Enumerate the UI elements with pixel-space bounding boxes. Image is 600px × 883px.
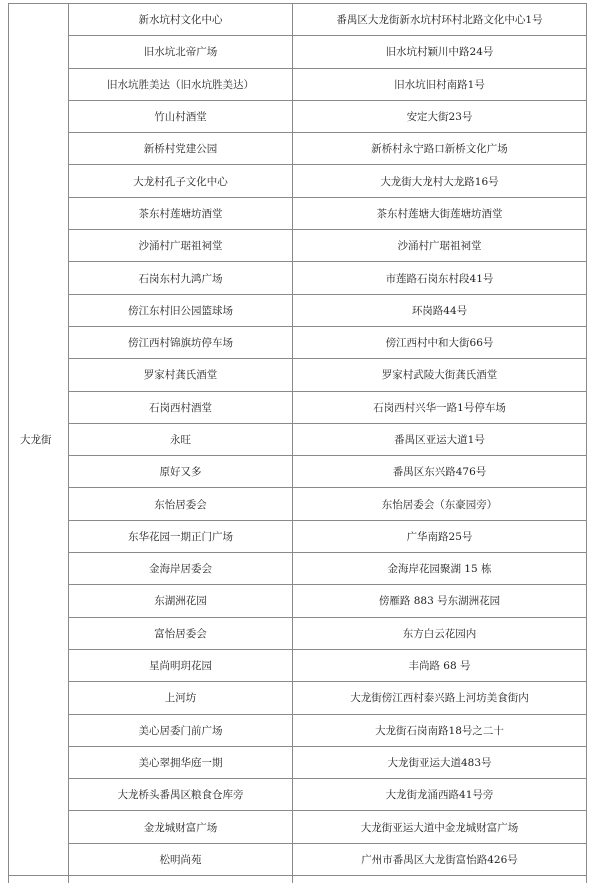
location-name-cell: 东湖洲花园 bbox=[69, 585, 293, 617]
location-name-cell: 旧水坑胜美达（旧水坑胜美达） bbox=[69, 68, 293, 100]
table-row bbox=[9, 682, 587, 714]
table-row bbox=[9, 585, 587, 617]
location-name-cell: 石岗东村九鸿广场 bbox=[69, 262, 293, 294]
location-address-cell: 大龙街石岗南路18号之二十 bbox=[293, 714, 587, 746]
table-row bbox=[9, 100, 587, 132]
table-row bbox=[9, 36, 587, 68]
table-row bbox=[9, 391, 587, 423]
table-row bbox=[9, 617, 587, 649]
location-address-cell: 大龙街龙涌西路41号旁 bbox=[293, 779, 587, 811]
location-address-cell: 石岗西村兴华一路1号停车场 bbox=[293, 391, 587, 423]
table-row bbox=[9, 520, 587, 552]
location-address-cell: 大龙街亚运大道483号 bbox=[293, 746, 587, 778]
table-row bbox=[9, 714, 587, 746]
location-address-cell: 茶东村莲塘大街莲塘坊酒堂 bbox=[293, 197, 587, 229]
table-row bbox=[9, 488, 587, 520]
location-name-cell: 上河坊 bbox=[69, 682, 293, 714]
location-address-cell: 安定大街23号 bbox=[293, 100, 587, 132]
location-address-cell: 广华南路25号 bbox=[293, 520, 587, 552]
location-name-cell: 罗家村龚氏酒堂 bbox=[69, 359, 293, 391]
location-name-cell: 大龙桥头番禺区粮食仓库旁 bbox=[69, 779, 293, 811]
location-address-cell: 旧水坑村颖川中路24号 bbox=[293, 36, 587, 68]
location-name-cell: 星尚明玥花园 bbox=[69, 649, 293, 681]
table-row bbox=[9, 326, 587, 358]
location-address-cell: 丰尚路 68 号 bbox=[293, 649, 587, 681]
location-name-cell: 新桥村党建公园 bbox=[69, 133, 293, 165]
location-name-cell: 沙涌村广琚祖祠堂 bbox=[69, 230, 293, 262]
location-address-cell: 东方白云花园内 bbox=[293, 617, 587, 649]
table-row bbox=[9, 649, 587, 681]
location-name-cell: 竹山村酒堂 bbox=[69, 100, 293, 132]
location-address-cell: 市莲路石岗东村段41号 bbox=[293, 262, 587, 294]
table-row bbox=[9, 4, 587, 36]
location-address-cell: 大龙街亚运大道中金龙城财富广场 bbox=[293, 811, 587, 843]
location-name-cell: 石岗西村酒堂 bbox=[69, 391, 293, 423]
location-address-cell: 番禺区亚运大道1号 bbox=[293, 423, 587, 455]
location-address-cell: 金海岸花园聚湖 15 栋 bbox=[293, 553, 587, 585]
location-name-cell: 永旺 bbox=[69, 423, 293, 455]
table-row bbox=[9, 262, 587, 294]
location-address-cell: 新桥村永宁路口新桥文化广场 bbox=[293, 133, 587, 165]
table-row bbox=[9, 294, 587, 326]
location-name-cell: 富怡居委会 bbox=[69, 617, 293, 649]
location-name-cell: 美心居委门前广场 bbox=[69, 714, 293, 746]
table-row bbox=[9, 843, 587, 875]
table-row bbox=[9, 197, 587, 229]
location-name-cell: 旧水坑北帝广场 bbox=[69, 36, 293, 68]
table-row bbox=[9, 746, 587, 778]
table-row bbox=[9, 133, 587, 165]
location-table bbox=[8, 3, 587, 876]
table-row bbox=[9, 423, 587, 455]
location-address-cell: 番禺区大龙街新水坑村环村北路文化中心1号 bbox=[293, 4, 587, 36]
location-name-cell: 茶东村莲塘坊酒堂 bbox=[69, 197, 293, 229]
location-name-cell: 金海岸居委会 bbox=[69, 553, 293, 585]
location-address-cell: 大龙街大龙村大龙路16号 bbox=[293, 165, 587, 197]
location-name-cell: 金龙城财富广场 bbox=[69, 811, 293, 843]
location-address-cell: 广州市番禺区大龙街富怡路426号 bbox=[293, 843, 587, 875]
location-address-cell: 旧水坑旧村南路1号 bbox=[293, 68, 587, 100]
location-name-cell: 大龙村孔子文化中心 bbox=[69, 165, 293, 197]
table-row bbox=[9, 68, 587, 100]
district-cell: 大龙街 bbox=[9, 4, 69, 876]
location-name-cell: 新水坑村文化中心 bbox=[69, 4, 293, 36]
location-address-cell: 傍江西村中和大街66号 bbox=[293, 326, 587, 358]
location-name-cell: 傍江西村锦旗坊停车场 bbox=[69, 326, 293, 358]
location-name-cell: 原好又多 bbox=[69, 456, 293, 488]
table-row bbox=[9, 230, 587, 262]
location-name-cell: 东华花园一期正门广场 bbox=[69, 520, 293, 552]
table-row bbox=[9, 811, 587, 843]
table-border bbox=[292, 874, 293, 883]
table-row bbox=[9, 456, 587, 488]
table-border bbox=[586, 874, 587, 883]
location-address-cell: 环岗路44号 bbox=[293, 294, 587, 326]
location-name-cell: 美心翠拥华庭一期 bbox=[69, 746, 293, 778]
location-address-cell: 沙涌村广琚祖祠堂 bbox=[293, 230, 587, 262]
table-row bbox=[9, 359, 587, 391]
table-border bbox=[68, 874, 69, 883]
table-row bbox=[9, 553, 587, 585]
location-address-cell: 大龙街傍江西村泰兴路上河坊美食街内 bbox=[293, 682, 587, 714]
location-address-cell: 罗家村武陵大街龚氏酒堂 bbox=[293, 359, 587, 391]
location-address-cell: 东怡居委会（东豪园旁） bbox=[293, 488, 587, 520]
location-name-cell: 松明尚苑 bbox=[69, 843, 293, 875]
table-row bbox=[9, 165, 587, 197]
location-name-cell: 傍江东村旧公园篮球场 bbox=[69, 294, 293, 326]
location-address-cell: 傍雁路 883 号东湖洲花园 bbox=[293, 585, 587, 617]
location-address-cell: 番禺区东兴路476号 bbox=[293, 456, 587, 488]
location-name-cell: 东怡居委会 bbox=[69, 488, 293, 520]
table-row bbox=[9, 779, 587, 811]
table-border bbox=[8, 874, 9, 883]
